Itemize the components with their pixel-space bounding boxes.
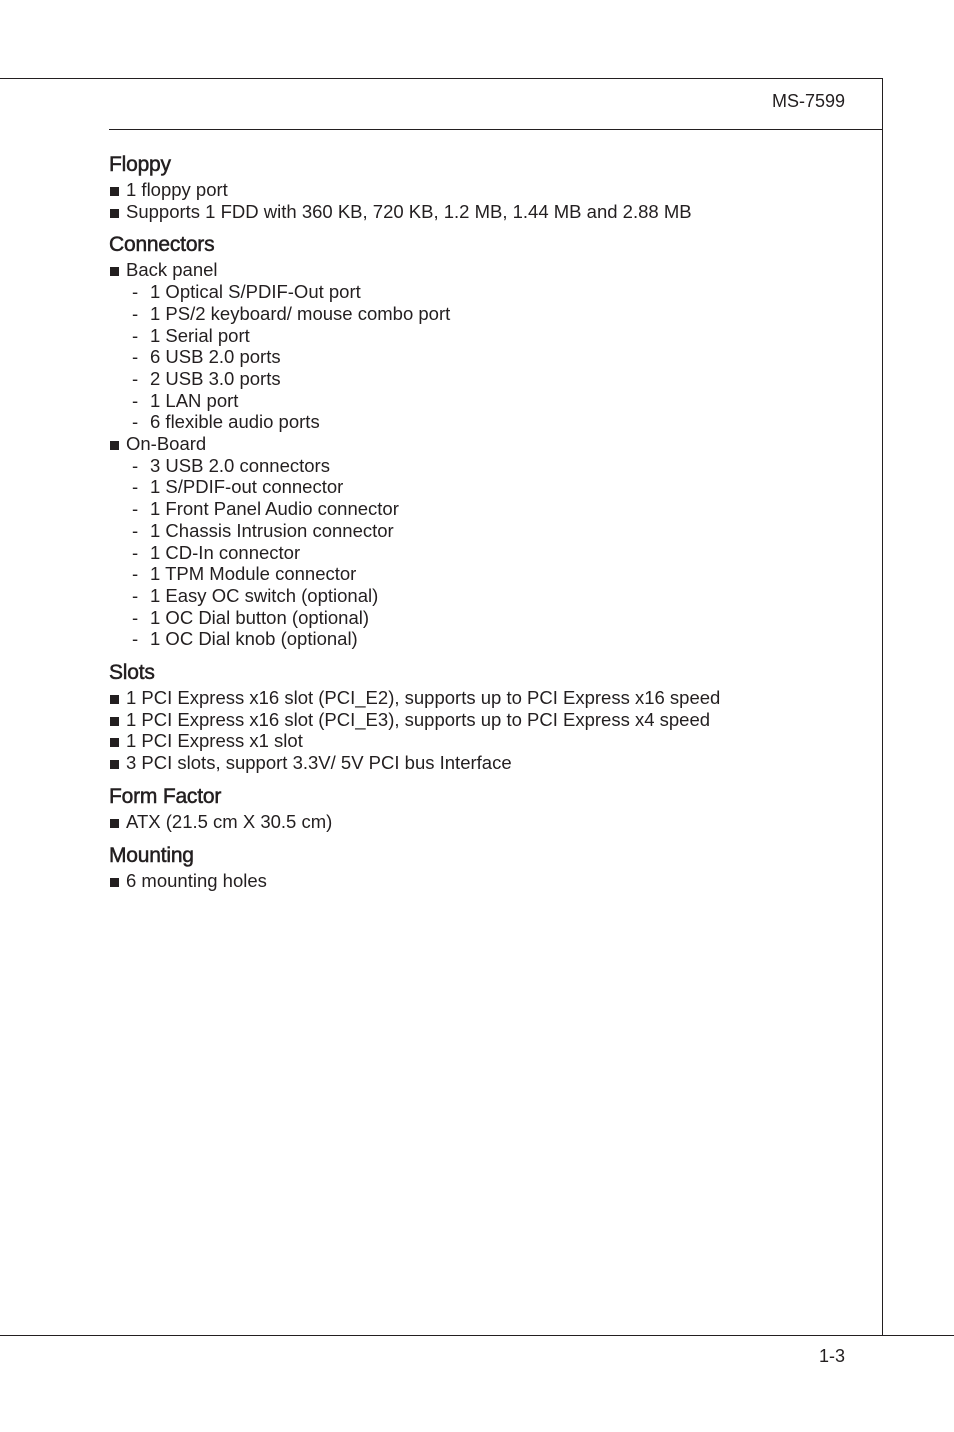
sub-list-item-text: 1 TPM Module connector [150,563,357,585]
square-bullet-icon [110,819,119,828]
page-number: 1-3 [818,1346,845,1366]
sub-list-item [126,368,869,390]
spec-list [109,870,869,892]
dash-bullet-icon: - [132,606,139,628]
square-bullet-icon [110,695,119,704]
sub-list-item-text: 1 OC Dial knob (optional) [150,628,358,650]
dash-bullet-icon: - [132,324,139,346]
list-item-text: 1 PCI Express x1 slot [126,730,303,752]
square-bullet-icon [110,209,119,218]
sub-list [126,281,869,433]
dash-bullet-icon: - [132,411,139,433]
dash-bullet-icon: - [132,628,139,650]
section-title: Connectors [109,233,215,257]
page-frame-right [882,78,883,1335]
spec-list [109,259,869,650]
square-bullet-icon [110,738,119,747]
sub-list-item-text: 1 Serial port [150,324,250,346]
dash-bullet-icon: - [132,389,139,411]
dash-bullet-icon: - [132,476,139,498]
section-title: Slots [109,661,155,685]
sub-list-item-text: 6 flexible audio ports [150,411,320,433]
list-item [109,811,869,833]
square-bullet-icon [110,441,119,450]
dash-bullet-icon: - [132,302,139,324]
section-title: Form Factor [109,784,222,808]
sub-list-item [126,390,869,412]
spec-content [109,151,869,900]
dash-bullet-icon: - [132,584,139,606]
list-item [109,201,869,223]
page-frame-bottom [0,1335,954,1336]
list-item-text: 1 PCI Express x16 slot (PCI_E2), supports up to PCI Express x16 speed [126,687,721,709]
sub-list-item [126,498,869,520]
dash-bullet-icon: - [132,498,139,520]
sub-list-item [126,346,869,368]
spec-list [109,687,869,774]
list-item-text: 1 floppy port [126,179,228,200]
section-title: Floppy [109,153,171,176]
sub-list-item [126,607,869,629]
sub-list-item-text: 1 CD-In connector [150,541,301,563]
sub-list-item [126,585,869,607]
dash-bullet-icon: - [132,519,139,541]
sub-list [126,455,869,650]
section-connectors [109,231,869,650]
square-bullet-icon [110,187,119,196]
section-form-factor [109,783,869,833]
list-item [109,752,869,774]
list-item [109,709,869,731]
sub-list-item-text: 1 Chassis Intrusion connector [150,519,394,541]
sub-list-item [126,628,869,650]
list-item [109,179,869,201]
dash-bullet-icon: - [132,541,139,563]
list-item-text: On-Board [126,433,207,455]
sub-list-item [126,476,869,498]
list-item-text: Supports 1 FDD with 360 KB, 720 KB, 1.2 MB, 1.44 MB and 2.88 MB [126,200,692,222]
sub-list-item [126,542,869,564]
list-item-text: ATX (21.5 cm X 30.5 cm) [126,810,333,832]
list-item-text: 6 mounting holes [126,869,267,891]
sub-list-item-text: 1 Easy OC switch (optional) [150,584,379,606]
page-frame-top [0,78,883,79]
section-mounting [109,842,869,892]
list-item [109,259,869,433]
sub-list-item-text: 6 USB 2.0 ports [150,346,281,368]
list-item [109,433,869,650]
sub-list-item [126,520,869,542]
list-item [109,870,869,892]
sub-list-item-text: 3 USB 2.0 connectors [150,454,330,476]
sub-list-item-text: 1 S/PDIF-out connector [150,476,344,498]
square-bullet-icon [110,717,119,726]
list-item-text: Back panel [126,259,218,281]
list-item-text: 3 PCI slots, support 3.3V/ 5V PCI bus Interface [126,752,512,774]
dash-bullet-icon: - [132,563,139,585]
header-rule [109,129,883,130]
spec-list [109,179,869,222]
sub-list-item [126,325,869,347]
spec-list [109,811,869,833]
dash-bullet-icon: - [132,454,139,476]
section-slots [109,659,869,774]
sub-list-item-text: 1 OC Dial button (optional) [150,606,370,628]
dash-bullet-icon: - [132,346,139,368]
sub-list-item [126,563,869,585]
square-bullet-icon [110,878,119,887]
sub-list-item-text: 1 LAN port [150,389,239,411]
list-item [109,687,869,709]
dash-bullet-icon: - [132,367,139,389]
sub-list-item-text: 1 Optical S/PDIF-Out port [150,281,361,303]
list-item [109,730,869,752]
sub-list-item-text: 2 USB 3.0 ports [150,367,281,389]
sub-list-item [126,303,869,325]
list-item-text: 1 PCI Express x16 slot (PCI_E3), supports up to PCI Express x4 speed [126,708,711,730]
dash-bullet-icon: - [132,281,139,303]
model-number: MS-7599 [771,91,845,111]
sub-list-item [126,411,869,433]
section-title: Mounting [109,843,194,867]
square-bullet-icon [110,267,119,276]
section-floppy [109,151,869,222]
sub-list-item-text: 1 Front Panel Audio connector [150,498,399,520]
sub-list-item [126,455,869,477]
square-bullet-icon [110,760,119,769]
sub-list-item-text: 1 PS/2 keyboard/ mouse combo port [150,302,451,324]
sub-list-item [126,281,869,303]
